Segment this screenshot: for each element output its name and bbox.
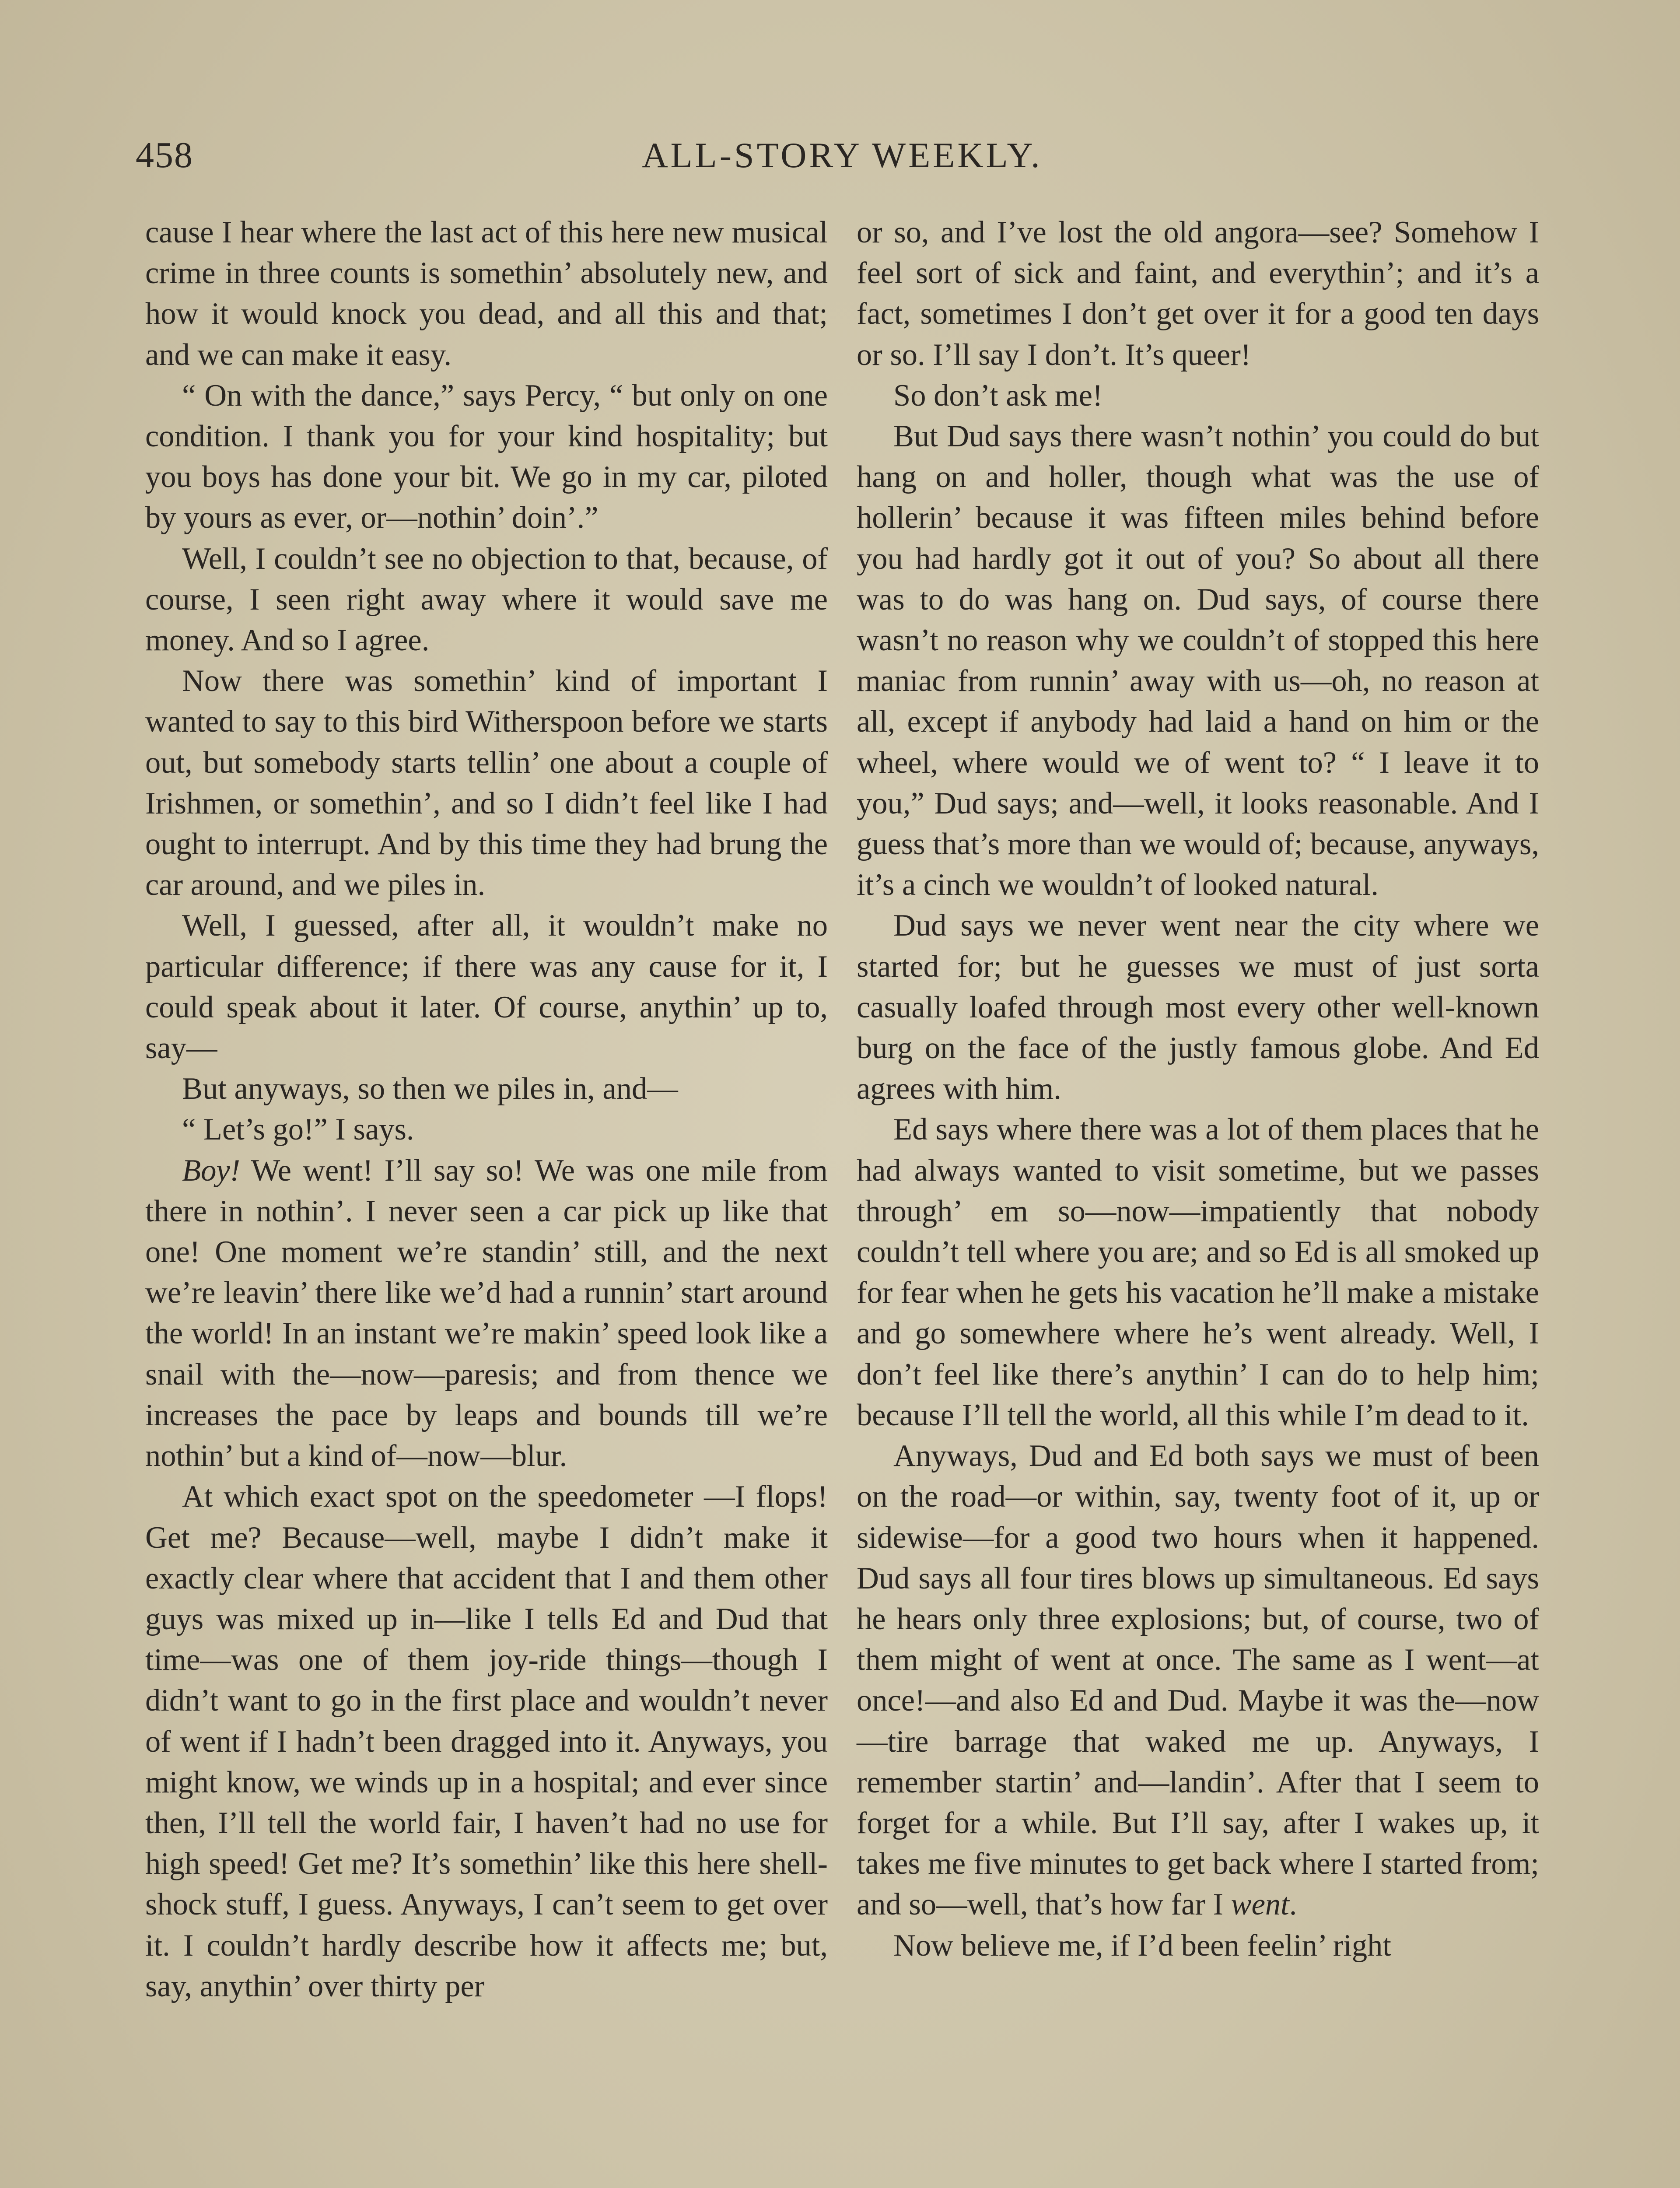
paragraph: [857, 1925, 1539, 1966]
paragraph-text: But Dud says there wasn’t nothin’ you could do but hang on and holler, though what was the use of hollerin’ because it was fifteen miles behind before you had hardly got it out of you? So about all there was to do was hang on. Dud says, of course there wasn’t no reason why we couldn’t of stopped this here maniac from runnin’ away with us—oh, no reason at all, except if anybody had laid a hand on him or the wheel, where would we of went to? “ I leave it to you,” Dud says; and—well, it looks reasonable. And I guess that’s more than we would of; because, anyways, it’s a cinch we wouldn’t of looked natural.: [857, 419, 1539, 902]
paragraph: [145, 1476, 828, 2007]
paragraph-text: Dud says we never went near the city where we started for; but he guesses we must of just sorta casually loafed through most every other well-known burg on the face of the justly famous globe. And Ed agrees with him.: [857, 908, 1539, 1106]
paragraph-tail: .: [1289, 1887, 1297, 1922]
paragraph: [145, 212, 828, 375]
paragraph: [145, 905, 828, 1069]
left-text-column: [145, 212, 828, 2007]
paragraph: [145, 1109, 828, 1150]
paragraph: [857, 1109, 1539, 1436]
paragraph-text: At which exact spot on the speedometer —I flops! Get me? Because—well, maybe I didn’t make it exactly clear where that accident that I and them other guys was mixed up in—like I tells Ed and Dud that time—was one of them joy-ride things—though I didn’t want to go in the first place and wouldn’t never of went if I hadn’t been dragged into it. Anyways, you might know, we winds up in a hospital; and ever since then, I’ll tell the world fair, I haven’t had no use for high speed! Get me? It’s somethin’ like this here shell-shock stuff, I guess. Anyways, I can’t seem to get over it. I couldn’t hardly describe how it affects me; but, say, anythin’ over thirty per: [145, 1480, 828, 2003]
paragraph: [145, 375, 828, 539]
paragraph-text: Anyways, Dud and Ed both says we must of been on the road—or within, say, twenty foot of it, up or sidewise—for a good two hours when it happened. Dud says all four tires blows up simultaneous. Ed says he hears only three explosions; but, of course, two of them might of went at once. The same as I went—at once!—and also Ed and Dud. Maybe it was the—now—tire barrage that waked me up. Anyways, I remember startin’ and—landin’. After that I seem to forget for a while. But I’ll say, after I wakes up, it takes me five minutes to get back where I started from; and so—well, that’s how far I: [857, 1439, 1539, 1922]
paragraph: [857, 905, 1539, 1109]
paragraph: [145, 1150, 828, 1477]
paragraph: [857, 375, 1539, 416]
page-number: 458: [136, 135, 193, 175]
paragraph-text: Now there was somethin’ kind of important I wanted to say to this bird Witherspoon before we starts out, but somebody starts tellin’ one about a couple of Irishmen, or somethin’, and so I didn’t feel like I had ought to interrupt. And by this time they had brung the car around, and we piles in.: [145, 664, 828, 902]
paragraph-text: We went! I’ll say so! We was one mile from there in nothin’. I never seen a car pick up like that one! One moment we’re standin’ still, and the next we’re leavin’ there like we’d had a runnin’ start around the world! In an instant we’re makin’ speed look like a snail with the—now—paresis; and from thence we increases the pace by leaps and bounds till we’re nothin’ but a kind of—now—blur.: [145, 1153, 828, 1473]
paragraph: [857, 212, 1539, 375]
running-title: ALL-STORY WEEKLY.: [642, 135, 1043, 175]
right-text-column: [857, 212, 1539, 1966]
paragraph-text: “ On with the dance,” says Percy, “ but only on one condition. I thank you for your kind hospitality; but you boys has done your bit. We go in my car, piloted by yours as ever, or—nothin’ doin’.”: [145, 378, 828, 535]
emphasis-text: Boy!: [182, 1153, 241, 1188]
paragraph-text: So don’t ask me!: [893, 378, 1103, 413]
page-header: [136, 125, 1549, 186]
paragraph-text: cause I hear where the last act of this here new musical crime in three counts is somethin’ absolutely new, and how it would knock you dead, and all this and that; and we can make it easy.: [145, 215, 828, 372]
paragraph: [857, 416, 1539, 905]
paragraph-text: “ Let’s go!” I says.: [182, 1112, 414, 1147]
paragraph-text: or so, and I’ve lost the old angora—see? Somehow I feel sort of sick and faint, and everythin’; and it’s a fact, sometimes I don’t get over it for a good ten days or so. I’ll say I don’t. It’s queer!: [857, 215, 1539, 372]
paragraph-text: Well, I guessed, after all, it wouldn’t make no particular difference; if there was any cause for it, I could speak about it later. Of course, anythin’ up to, say—: [145, 908, 828, 1066]
paragraph-text: But anyways, so then we piles in, and—: [182, 1072, 678, 1106]
paragraph: [145, 539, 828, 661]
paragraph: [145, 1069, 828, 1109]
emphasis-text: went: [1231, 1887, 1289, 1922]
paragraph: [145, 661, 828, 905]
paragraph-text: Ed says where there was a lot of them places that he had always wanted to visit sometime, but we passes through’ em so—now—impatiently that nobody couldn’t tell where you are; and so Ed is all smoked up for fear when he gets his vacation he’ll make a mistake and go somewhere where he’s went already. Well, I don’t feel like there’s anythin’ I can do to help him; because I’ll tell the world, all this while I’m dead to it.: [857, 1112, 1539, 1432]
paragraph-text: Now believe me, if I’d been feelin’ right: [893, 1928, 1391, 1963]
paragraph: [857, 1436, 1539, 1925]
paragraph-text: Well, I couldn’t see no objection to that, because, of course, I seen right away where it would save me money. And so I agree.: [145, 541, 828, 658]
